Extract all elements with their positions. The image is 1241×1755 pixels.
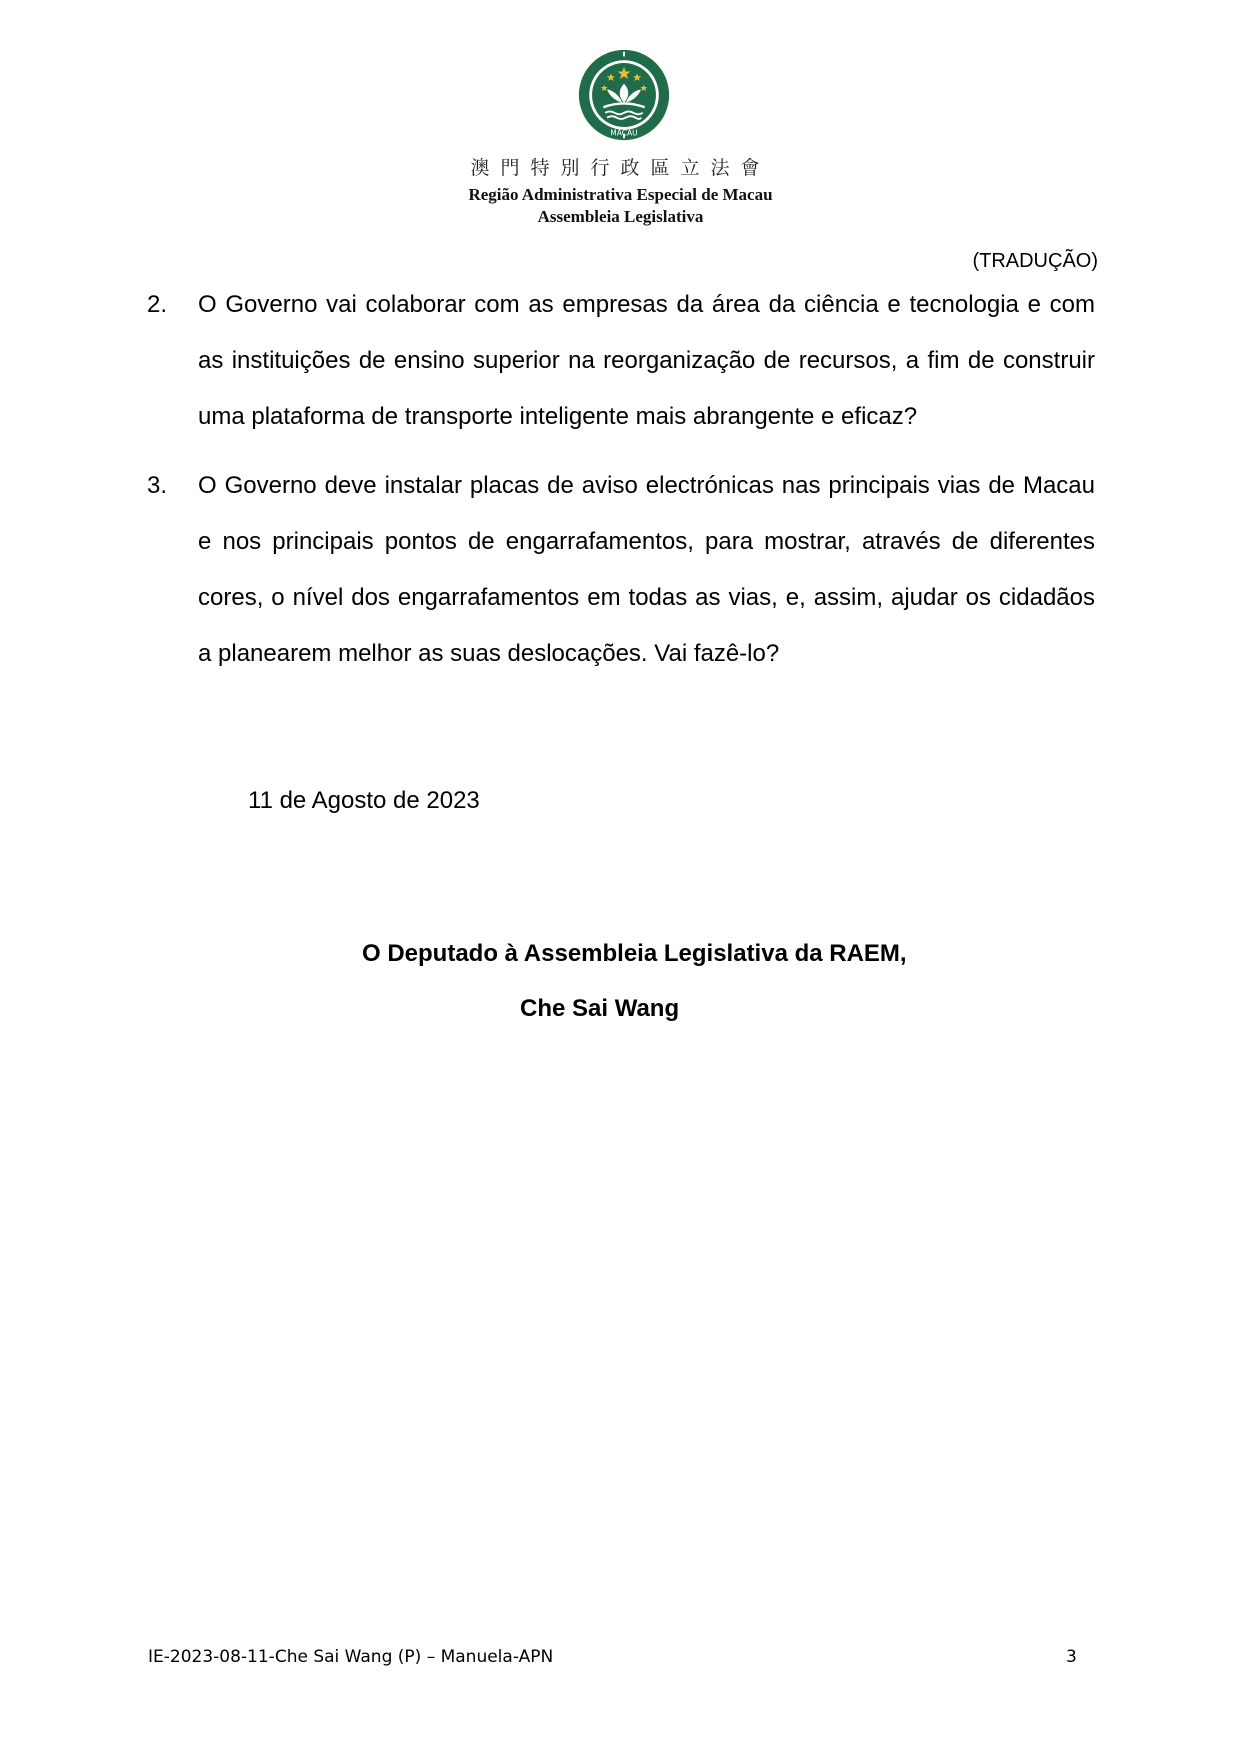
question-item [147,458,1095,682]
document-date: 11 de Agosto de 2023 [248,787,480,814]
footer-reference: IE-2023-08-11-Che Sai Wang (P) – Manuela-APN [148,1647,554,1667]
emblem-text: MACAU [610,128,638,138]
page-number: 3 [1066,1647,1077,1667]
question-number: 2. [147,291,168,318]
question-item [147,277,1095,445]
question-text: O Governo deve instalar placas de aviso electrónicas nas principais vias de Macau e nos principais pontos de engarrafamentos, para mostrar, através de diferentes cores, o nível dos engarrafamentos em todas as vias, e, assim, ajudar os cidadãos a planearem melhor as suas deslocações. Vai fazê-lo? [198,472,1095,667]
chinese-institution-title: 澳門特別行政區立法會 [470,157,771,179]
signature-role: O Deputado à Assembleia Legislativa da RAEM, [362,940,907,967]
translation-note: (TRADUÇÃO) [972,250,1098,272]
signature-name: Che Sai Wang [520,995,680,1022]
question-text: O Governo vai colaborar com as empresas da área da ciência e tecnologia e com as instituições de ensino superior na reorganização de recursos, a fim de construir uma plataforma de transporte inteligente mais abrangente e eficaz? [198,291,1095,430]
region-name: Região Administrativa Especial de Macau [468,185,773,204]
institution-name: Assembleia Legislativa [537,207,704,226]
question-number: 3. [147,472,168,499]
macau-emblem-icon [577,48,671,142]
